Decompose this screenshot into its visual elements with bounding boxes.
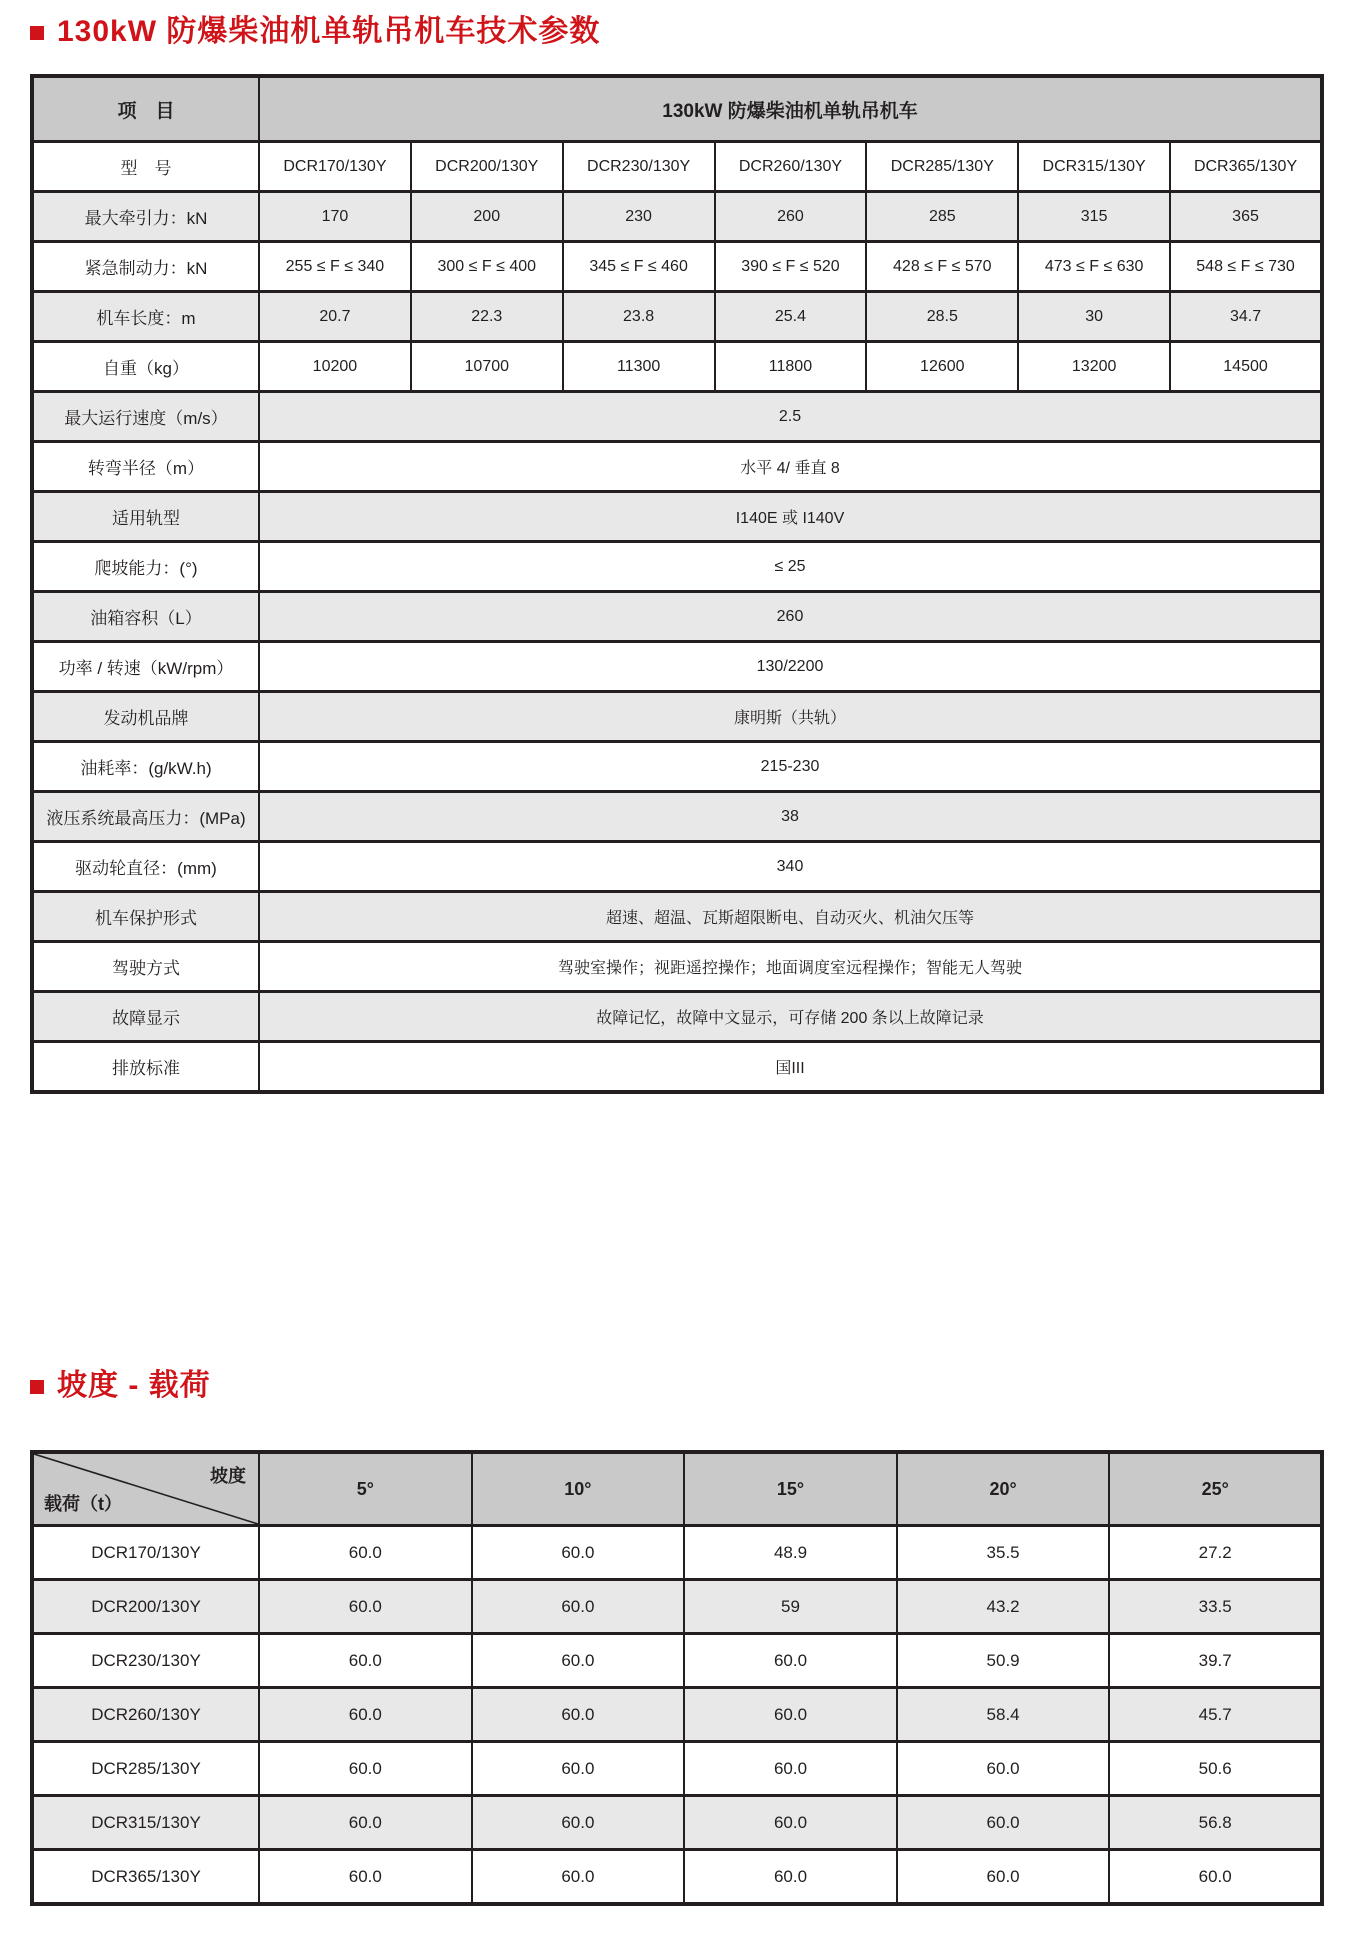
spec-merged-value-cell: 130/2200: [259, 642, 1322, 692]
load-value-cell: 60.0: [684, 1742, 897, 1796]
red-square-bullet-icon: [30, 26, 44, 40]
spec-data-row: [32, 242, 1322, 292]
load-data-row: [32, 1580, 1322, 1634]
load-value-cell: 60.0: [684, 1634, 897, 1688]
load-data-row: [32, 1796, 1322, 1850]
load-value-cell: 60.0: [684, 1688, 897, 1742]
load-value-cell: 60.0: [897, 1742, 1110, 1796]
spec-value-cell: 548 ≤ F ≤ 730: [1170, 242, 1322, 292]
spec-value-cell: 12600: [866, 342, 1018, 392]
spec-value-cell: 255 ≤ F ≤ 340: [259, 242, 411, 292]
spec-merged-row: [32, 792, 1322, 842]
spec-value-cell: 200: [411, 192, 563, 242]
load-value-cell: 60.0: [259, 1688, 472, 1742]
spec-row-label: 发动机品牌: [32, 692, 259, 742]
spec-value-cell: 23.8: [563, 292, 715, 342]
spec-value-cell: 22.3: [411, 292, 563, 342]
spec-value-cell: 428 ≤ F ≤ 570: [866, 242, 1018, 292]
spec-model-cell: DCR365/130Y: [1170, 142, 1322, 192]
spec-merged-row: [32, 542, 1322, 592]
load-value-cell: 60.0: [897, 1796, 1110, 1850]
spec-data-row: [32, 342, 1322, 392]
load-value-cell: 27.2: [1109, 1526, 1322, 1580]
load-value-cell: 45.7: [1109, 1688, 1322, 1742]
load-value-cell: 60.0: [259, 1634, 472, 1688]
spec-row-label: 排放标准: [32, 1042, 259, 1093]
load-value-cell: 60.0: [472, 1580, 685, 1634]
load-value-cell: 60.0: [684, 1796, 897, 1850]
spec-merged-value-cell: ≤ 25: [259, 542, 1322, 592]
load-value-cell: 60.0: [259, 1580, 472, 1634]
load-corner-cell: [32, 1452, 259, 1526]
spec-data-row: [32, 192, 1322, 242]
spec-merged-value-cell: I140E 或 I140V: [259, 492, 1322, 542]
spec-value-cell: 170: [259, 192, 411, 242]
load-degree-header-cell: 5°: [259, 1452, 472, 1526]
spec-row-label: 液压系统最高压力：(MPa): [32, 792, 259, 842]
spec-merged-row: [32, 742, 1322, 792]
load-value-cell: 50.6: [1109, 1742, 1322, 1796]
load-value-cell: 43.2: [897, 1580, 1110, 1634]
spec-row-label: 油箱容积（L）: [32, 592, 259, 642]
section-title-spec: [30, 12, 1324, 52]
spec-table-body: [32, 76, 1322, 1092]
load-value-cell: 60.0: [259, 1526, 472, 1580]
spec-value-cell: 34.7: [1170, 292, 1322, 342]
spec-value-cell: 473 ≤ F ≤ 630: [1018, 242, 1170, 292]
spec-row-label: 驱动轮直径：(mm): [32, 842, 259, 892]
spec-merged-row: [32, 442, 1322, 492]
spec-merged-row: [32, 492, 1322, 542]
spec-value-cell: 260: [715, 192, 867, 242]
spec-merged-row: [32, 692, 1322, 742]
spec-merged-row: [32, 1042, 1322, 1093]
load-value-cell: 48.9: [684, 1526, 897, 1580]
corner-load-label: 载荷（t）: [44, 1494, 122, 1514]
load-row-model-label: DCR230/130Y: [32, 1634, 259, 1688]
spec-value-cell: 365: [1170, 192, 1322, 242]
spec-header-product-cell: 130kW 防爆柴油机单轨吊机车: [259, 76, 1322, 142]
spec-row-label: 最大牵引力：kN: [32, 192, 259, 242]
spec-row-label: 爬坡能力：(°): [32, 542, 259, 592]
load-value-cell: 60.0: [472, 1742, 685, 1796]
load-value-cell: 33.5: [1109, 1580, 1322, 1634]
spec-merged-value-cell: 驾驶室操作；视距遥控操作；地面调度室远程操作；智能无人驾驶: [259, 942, 1322, 992]
spec-merged-value-cell: 38: [259, 792, 1322, 842]
spec-table: [30, 74, 1324, 1094]
spec-value-cell: 345 ≤ F ≤ 460: [563, 242, 715, 292]
load-value-cell: 60.0: [897, 1850, 1110, 1905]
load-value-cell: 60.0: [472, 1850, 685, 1905]
load-value-cell: 60.0: [1109, 1850, 1322, 1905]
spec-row-label: 油耗率：(g/kW.h): [32, 742, 259, 792]
spec-model-row: [32, 142, 1322, 192]
spec-row-label: 功率 / 转速（kW/rpm）: [32, 642, 259, 692]
spec-merged-row: [32, 592, 1322, 642]
spec-value-cell: 14500: [1170, 342, 1322, 392]
load-row-model-label: DCR170/130Y: [32, 1526, 259, 1580]
spec-value-cell: 300 ≤ F ≤ 400: [411, 242, 563, 292]
spec-merged-row: [32, 942, 1322, 992]
spec-value-cell: 30: [1018, 292, 1170, 342]
spec-model-cell: DCR230/130Y: [563, 142, 715, 192]
spec-row-label: 驾驶方式: [32, 942, 259, 992]
spec-row-label: 自重（kg）: [32, 342, 259, 392]
section-title-load: [30, 1366, 1324, 1406]
load-value-cell: 50.9: [897, 1634, 1110, 1688]
spec-merged-value-cell: 340: [259, 842, 1322, 892]
spec-merged-row: [32, 392, 1322, 442]
spec-merged-value-cell: 超速、超温、瓦斯超限断电、自动灭火、机油欠压等: [259, 892, 1322, 942]
load-value-cell: 60.0: [259, 1850, 472, 1905]
load-data-row: [32, 1526, 1322, 1580]
spec-row-label: 转弯半径（m）: [32, 442, 259, 492]
load-value-cell: 60.0: [684, 1850, 897, 1905]
load-value-cell: 60.0: [472, 1634, 685, 1688]
spec-model-cell: DCR170/130Y: [259, 142, 411, 192]
spec-model-row-label: 型 号: [32, 142, 259, 192]
spec-merged-value-cell: 康明斯（共轨）: [259, 692, 1322, 742]
load-value-cell: 56.8: [1109, 1796, 1322, 1850]
load-row-model-label: DCR315/130Y: [32, 1796, 259, 1850]
load-value-cell: 60.0: [472, 1796, 685, 1850]
spec-model-cell: DCR200/130Y: [411, 142, 563, 192]
spec-row-label: 最大运行速度（m/s）: [32, 392, 259, 442]
load-degree-header-cell: 15°: [684, 1452, 897, 1526]
spec-value-cell: 285: [866, 192, 1018, 242]
load-row-model-label: DCR260/130Y: [32, 1688, 259, 1742]
spec-merged-value-cell: 国III: [259, 1042, 1322, 1093]
load-value-cell: 58.4: [897, 1688, 1110, 1742]
spec-value-cell: 11300: [563, 342, 715, 392]
spec-model-cell: DCR315/130Y: [1018, 142, 1170, 192]
load-row-model-label: DCR365/130Y: [32, 1850, 259, 1905]
load-value-cell: 60.0: [472, 1688, 685, 1742]
spec-merged-value-cell: 故障记忆，故障中文显示，可存储 200 条以上故障记录: [259, 992, 1322, 1042]
load-degree-header-cell: 10°: [472, 1452, 685, 1526]
spec-value-cell: 13200: [1018, 342, 1170, 392]
spec-row-label: 机车长度：m: [32, 292, 259, 342]
spec-value-cell: 10700: [411, 342, 563, 392]
spec-value-cell: 28.5: [866, 292, 1018, 342]
spec-header-item-cell: 项 目: [32, 76, 259, 142]
spec-value-cell: 315: [1018, 192, 1170, 242]
spec-value-cell: 10200: [259, 342, 411, 392]
load-value-cell: 60.0: [259, 1742, 472, 1796]
load-degree-header-cell: 25°: [1109, 1452, 1322, 1526]
load-table: [30, 1450, 1324, 1906]
load-value-cell: 39.7: [1109, 1634, 1322, 1688]
spec-row-label: 故障显示: [32, 992, 259, 1042]
load-table-body: [32, 1452, 1322, 1904]
spec-value-cell: 25.4: [715, 292, 867, 342]
spec-data-row: [32, 292, 1322, 342]
load-data-row: [32, 1742, 1322, 1796]
spec-row-label: 适用轨型: [32, 492, 259, 542]
load-value-cell: 59: [684, 1580, 897, 1634]
spec-row-label: 紧急制动力：kN: [32, 242, 259, 292]
spec-row-label: 机车保护形式: [32, 892, 259, 942]
spec-merged-row: [32, 842, 1322, 892]
spec-value-cell: 230: [563, 192, 715, 242]
load-header-row: [32, 1452, 1322, 1526]
corner-gradient-label: 坡度: [210, 1466, 246, 1486]
spec-merged-row: [32, 992, 1322, 1042]
spec-model-cell: DCR260/130Y: [715, 142, 867, 192]
load-data-row: [32, 1634, 1322, 1688]
spec-value-cell: 11800: [715, 342, 867, 392]
load-value-cell: 60.0: [472, 1526, 685, 1580]
load-value-cell: 60.0: [259, 1796, 472, 1850]
spec-value-cell: 20.7: [259, 292, 411, 342]
red-square-bullet-icon: [30, 1380, 44, 1394]
load-data-row: [32, 1688, 1322, 1742]
spec-header-row: [32, 76, 1322, 142]
spec-value-cell: 390 ≤ F ≤ 520: [715, 242, 867, 292]
load-row-model-label: DCR200/130Y: [32, 1580, 259, 1634]
section-title-load-text: 坡度 - 载荷: [57, 1369, 211, 1402]
section-title-spec-text: 130kW 防爆柴油机单轨吊机车技术参数: [57, 15, 601, 48]
spec-merged-value-cell: 2.5: [259, 392, 1322, 442]
load-degree-header-cell: 20°: [897, 1452, 1110, 1526]
spec-merged-value-cell: 水平 4/ 垂直 8: [259, 442, 1322, 492]
load-row-model-label: DCR285/130Y: [32, 1742, 259, 1796]
spec-merged-row: [32, 642, 1322, 692]
spec-merged-row: [32, 892, 1322, 942]
load-data-row: [32, 1850, 1322, 1905]
spec-merged-value-cell: 215-230: [259, 742, 1322, 792]
spec-model-cell: DCR285/130Y: [866, 142, 1018, 192]
spec-merged-value-cell: 260: [259, 592, 1322, 642]
load-value-cell: 35.5: [897, 1526, 1110, 1580]
